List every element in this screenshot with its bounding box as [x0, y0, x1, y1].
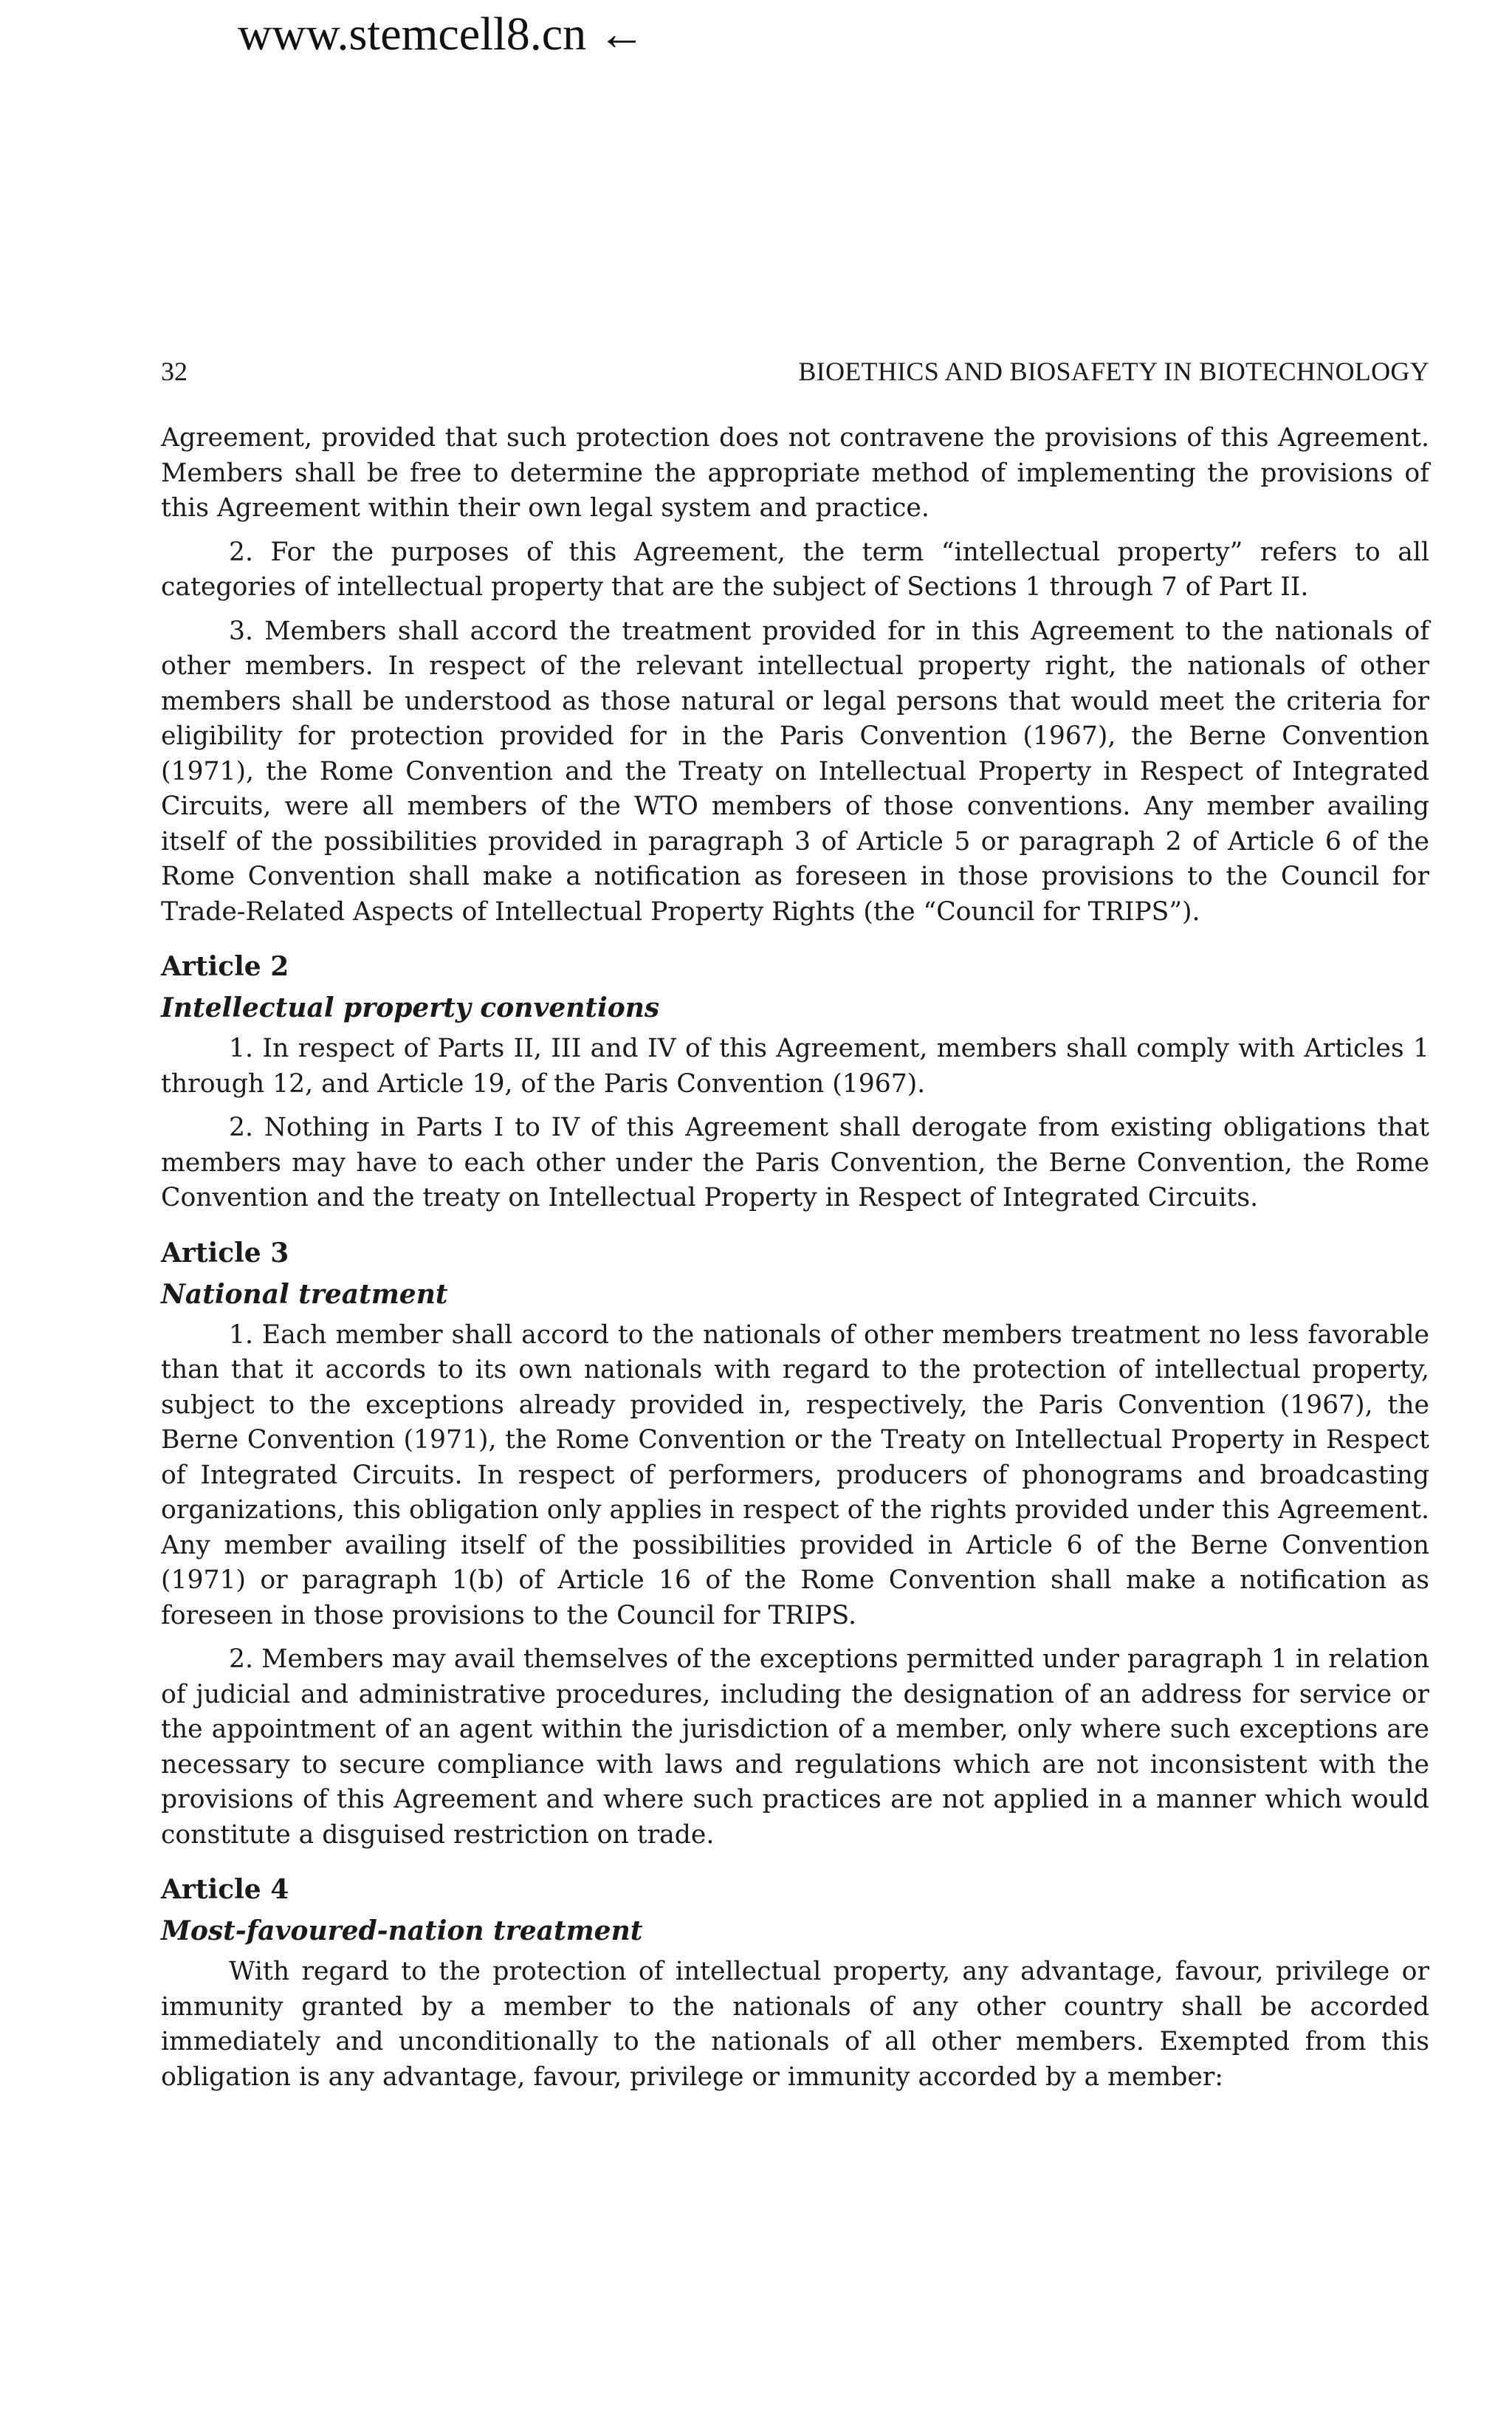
watermark-url: www.stemcell8.cn ←	[238, 7, 646, 60]
paragraph-article1-2: 2. For the purposes of this Agreement, the term “intellectual property” refers to all categories of intellectual property that are the subject of Sections 1 through 7 of Part II.	[161, 537, 1429, 602]
article-2-title: Intellectual property conventions	[161, 992, 660, 1023]
article-2-number: Article 2	[161, 951, 289, 982]
paragraph-article2-1: 1. In respect of Parts II, III and IV of this Agreement, members shall comply with Articles 1 through 12, and Article 19, of the Paris Convention (1967).	[161, 1034, 1429, 1099]
article-4-title: Most-favoured-nation treatment	[161, 1915, 643, 1946]
paragraph-article2-2: 2. Nothing in Parts I to IV of this Agreement shall derogate from existing obligations that members may have to each other under the Paris Convention, the Berne Convention, the Rome Convention and the treaty on Intellectual Property in Respect of Integrated Circuits.	[161, 1113, 1429, 1212]
paragraph-article1-3: 3. Members shall accord the treatment provided for in this Agreement to the nationals of other members. In respect of the relevant intellectual property right, the nationals of other members shall be understood as those natural or legal persons that would meet the criteria for eligibility for protection provided for in the Paris Convention (1967), the Berne Convention (1971), the Rome Convention and the Treaty on Intellectual Property in Respect of Integrated Circuits, were all members of the WTO members of those conventions. Any member availing itself of the possibilities provided in paragraph 3 of Article 5 or paragraph 2 of Article 6 of the Rome Convention shall make a notification as foreseen in those provisions to the Council for Trade-Related Aspects of Intellectual Property Rights (the “Council for TRIPS”).	[161, 616, 1429, 927]
paragraph-article4-1: With regard to the protection of intellectual property, any advantage, favour, privilege or immunity granted by a member to the nationals of any other country shall be accorded immediately and unconditionally to the nationals of all other members. Exempted from this obligation is any advantage, favour, privilege or immunity accorded by a member:	[161, 1957, 1429, 2092]
paragraph-article3-2: 2. Members may avail themselves of the exceptions permitted under paragraph 1 in relation of judicial and administrative procedures, including the designation of an address for service or the appointment of an agent within the jurisdiction of a member, only where such exceptions are necessary to secure compliance with laws and regulations which are not inconsistent with the provisions of this Agreement and where such practices are not applied in a manner which would constitute a disguised restriction on trade.	[161, 1644, 1429, 1850]
page-number: 32	[161, 357, 188, 386]
article-4-number: Article 4	[161, 1874, 289, 1905]
article-3-title: National treatment	[161, 1278, 448, 1310]
paragraph-intro: Agreement, provided that such protection does not contravene the provisions of this Agreement. Members shall be free to determine the appropriate method of implementing the provisions of this Agreement within their own legal system and practice.	[161, 423, 1429, 523]
article-3-number: Article 3	[161, 1237, 289, 1269]
paragraph-article3-1: 1. Each member shall accord to the nationals of other members treatment no less favorable than that it accords to its own nationals with regard to the protection of intellectual property, subject to the exceptions already provided in, respectively, the Paris Convention (1967), the Berne Convention (1971), the Rome Convention or the Treaty on Intellectual Property in Respect of Integrated Circuits. In respect of performers, producers of phonograms and broadcasting organizations, this obligation only applies in respect of the rights provided under this Agreement. Any member availing itself of the possibilities provided in Article 6 of the Berne Convention (1971) or paragraph 1(b) of Article 16 of the Rome Convention shall make a notification as foreseen in those provisions to the Council for TRIPS.	[161, 1320, 1429, 1630]
page-body	[161, 421, 1429, 2104]
running-head	[161, 354, 1429, 388]
running-title: BIOETHICS AND BIOSAFETY IN BIOTECHNOLOGY	[798, 357, 1429, 386]
